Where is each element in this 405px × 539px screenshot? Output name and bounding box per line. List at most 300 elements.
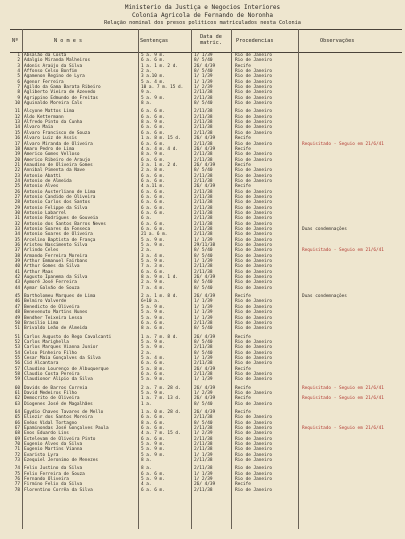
sentence: 6 a. 6 m. xyxy=(141,436,165,442)
row-number: 17 xyxy=(14,141,20,147)
origin: Rio de Janeiro xyxy=(235,221,273,227)
registration-date: 1/ 2/39 xyxy=(194,431,213,437)
prisoner-name: Augusto Ipanema da Silva xyxy=(24,275,88,281)
prisoner-name: Arcelino Baptista de França xyxy=(24,237,96,243)
registration-date: 2/11/38 xyxy=(194,178,213,184)
registration-date: 26/ 4/39 xyxy=(194,184,216,190)
registration-date: 2/11/38 xyxy=(194,216,213,222)
prisoner-name: Amaro Pedro de Lima xyxy=(24,146,75,152)
prisoner-name: Armando Ferreira Moreira xyxy=(24,253,88,259)
registration-date: 1/ 2/39 xyxy=(194,390,213,396)
registration-date: 1/ 1/39 xyxy=(194,74,213,80)
registration-date: 1/ 2/39 xyxy=(194,477,213,483)
sentence: 4 a. xyxy=(141,482,152,488)
prisoner-name: Claudio Costa Pereira xyxy=(24,371,80,377)
prisoner-name: Antonio Labarrel xyxy=(24,210,67,216)
registration-date: 8/ 5/40 xyxy=(194,420,213,426)
origin: Rio de Janeiro xyxy=(235,275,273,281)
col-header-sentence: Sentenças xyxy=(140,38,169,44)
prisoner-name: Annibal Pimenta da Nave xyxy=(24,168,85,174)
sentence: 2 a. 9 m. xyxy=(141,280,165,286)
registration-date: 2/11/38 xyxy=(194,109,213,115)
sentence: 2 a. xyxy=(141,69,152,75)
registration-date: 26/ 4/39 xyxy=(194,63,216,69)
sentence: 8 a. 9 m. 1 d. xyxy=(141,275,179,281)
sentence: 6 a. 6 m. xyxy=(141,269,165,275)
prisoner-name: Claudionor Alipio da Silva xyxy=(24,377,93,383)
prisoner-name: Enos Eduardo Lins xyxy=(24,431,69,437)
row-number: 69 xyxy=(14,436,20,442)
row-number: 30 xyxy=(14,210,20,216)
origin: Recife xyxy=(235,63,251,69)
row-number: 49 xyxy=(14,315,20,321)
sentence: 5 a. 9 m. xyxy=(141,377,165,383)
prisoner-name: Antonio Candido de Oliveira xyxy=(24,194,96,200)
sentence: 6 a. 6 m. xyxy=(141,426,165,432)
origin: Rio de Janeiro xyxy=(235,350,273,356)
registration-date: 8/ 5/40 xyxy=(194,253,213,259)
row-number: 22 xyxy=(14,168,20,174)
prisoner-name: Antonio Soares da Fonseca xyxy=(24,227,91,232)
prisoner-name: Brasilio Lima xyxy=(24,320,59,326)
prisoner-name: Eliezir dos Santos Moreira xyxy=(24,415,93,421)
sentence: 4 a.11 m. xyxy=(141,184,165,190)
registration-date: 26/ 4/39 xyxy=(194,385,216,391)
sentence: 6+10 a. xyxy=(141,299,160,305)
row-number: 51 xyxy=(14,326,20,332)
registration-date: 8/ 5/40 xyxy=(194,101,213,107)
registration-date: 2/11/38 xyxy=(194,415,213,421)
col-header-number: Nº xyxy=(12,38,19,44)
row-number: 16 xyxy=(14,136,20,142)
sentence: 1 a. 7 m. 8 d. xyxy=(141,334,179,340)
registration-date: 1/ 1/39 xyxy=(194,315,213,321)
row-number: 2 xyxy=(17,58,20,64)
prisoner-name: Aldo Kettermann xyxy=(24,114,64,120)
registration-date: 1/ 1/39 xyxy=(194,452,213,458)
prisoner-name: Alvaro Miranda de Oliveira xyxy=(24,141,93,147)
row-number: 10 xyxy=(14,101,20,107)
origin: Recife xyxy=(235,162,251,168)
origin: Rio de Janeiro xyxy=(235,299,273,305)
row-number: 25 xyxy=(14,184,20,190)
sentence: 6 a. 6 m. xyxy=(141,141,165,147)
row-number: 3 xyxy=(17,63,20,69)
sentence: 6 a. 6 m. xyxy=(141,125,165,131)
prisoner-name: David Medeiros Filho xyxy=(24,390,77,396)
row-number: 23 xyxy=(14,173,20,179)
observation: Requisitado - Seguio em 21/6/41 xyxy=(302,426,384,432)
prisoner-name: Antonio Carlos dos Santos xyxy=(24,200,91,206)
observation: Requisitado - Seguio em 21/6/41 xyxy=(302,396,384,402)
origin: Rio de Janeiro xyxy=(235,477,273,483)
registration-date: 26/ 4/39 xyxy=(194,366,216,372)
registration-date: 2/11/38 xyxy=(194,125,213,131)
row-number: 53 xyxy=(14,345,20,351)
row-number: 63 xyxy=(14,401,20,407)
origin: Rio de Janeiro xyxy=(235,194,273,200)
col-header-notes: Observações xyxy=(320,38,355,44)
prisoner-name: Epaminondas José Gonçalves Paula xyxy=(24,426,109,432)
origin: Recife xyxy=(235,334,251,340)
row-number: 58 xyxy=(14,371,20,377)
origin: Recife xyxy=(235,146,251,152)
sentence: 5 a. 9 m. xyxy=(141,345,165,351)
registration-date: 26/ 4/39 xyxy=(194,146,216,152)
registration-date: 2/11/38 xyxy=(194,458,213,464)
prisoner-name: Evaristo Lyra xyxy=(24,452,59,458)
list-title: Relação nominal dos presos politicos matriculados nesta Colonia xyxy=(104,20,301,26)
letter-group xyxy=(10,109,402,291)
origin: Rio de Janeiro xyxy=(235,466,273,472)
registration-date: 1/ 1/39 xyxy=(194,53,213,58)
prisoner-name: Antonio Rodrigues de Gouveia xyxy=(24,216,99,222)
registration-date: 2/11/38 xyxy=(194,264,213,270)
sentence: 6 a. 6 m. xyxy=(141,210,165,216)
origin: Rio de Janeiro xyxy=(235,315,273,321)
registration-date: 2/11/38 xyxy=(194,114,213,120)
row-number: 38 xyxy=(14,253,20,259)
sentence: 5 a. 9 m. xyxy=(141,53,165,58)
origin: Rio de Janeiro xyxy=(235,210,273,216)
origin: Rio de Janeiro xyxy=(235,237,273,243)
table-row xyxy=(10,326,402,331)
registration-date: 2/11/38 xyxy=(194,130,213,136)
sentence: 6 a. 6 m. xyxy=(141,58,165,64)
origin: Rio de Janeiro xyxy=(235,168,273,174)
origin: Rio de Janeiro xyxy=(235,310,273,316)
prisoner-name: Davids de Barros Correia xyxy=(24,385,88,391)
sentence: 6 a. 6 m. xyxy=(141,415,165,421)
origin: Rio de Janeiro xyxy=(235,320,273,326)
prisoner-name: Arlindo Celes xyxy=(24,248,59,254)
sentence: 8 a. xyxy=(141,458,152,464)
sentence: 5 a. 9 m. xyxy=(141,390,165,396)
table-row xyxy=(10,488,402,493)
registration-date: 29/11/38 xyxy=(194,243,216,249)
observation: Requisitado - Seguio em 21/6/41 xyxy=(302,248,384,254)
row-number: 65 xyxy=(14,415,20,421)
registration-date: 8/ 5/40 xyxy=(194,401,213,407)
letter-group xyxy=(10,410,402,463)
registration-date: 1/ 1/39 xyxy=(194,259,213,265)
observation: Requisitado - Seguio em 21/6/41 xyxy=(302,141,384,147)
row-number: 7 xyxy=(17,85,20,91)
sentence: 8 a. 6 m. xyxy=(141,326,165,332)
sentence: 5 a. 9 m. xyxy=(141,95,165,101)
prisoner-name: Antonio de Almeida xyxy=(24,178,72,184)
row-number: 28 xyxy=(14,200,20,206)
prisoner-name: Diogenes José de Magalhães xyxy=(24,401,93,407)
sentence: 4 a. 7 m. 15 d. xyxy=(141,431,181,437)
registration-date: 8/ 5/40 xyxy=(194,339,213,345)
prisoner-name: Celso Pinheiro Filho xyxy=(24,350,77,356)
sentence: 6 a. 6 m. xyxy=(141,157,165,163)
registration-date: 2/11/38 xyxy=(194,232,213,238)
row-number: 6 xyxy=(17,79,20,85)
origin: Rio de Janeiro xyxy=(235,130,273,136)
registration-date: 2/11/38 xyxy=(194,90,213,96)
registration-date: 8/ 5/40 xyxy=(194,285,213,291)
row-number: 36 xyxy=(14,243,20,249)
prisoner-name: Felix Ferreira de Souza xyxy=(24,471,85,477)
row-number: 66 xyxy=(14,420,20,426)
prisoner-name: Democrito de Oliveira xyxy=(24,396,80,402)
observation: Requisitado - Seguio em 21/6/41 xyxy=(302,385,384,391)
sentence: 7 a. 4 m. xyxy=(141,285,165,291)
registration-date: 26/ 4/39 xyxy=(194,334,216,340)
origin: Rio de Janeiro xyxy=(235,390,273,396)
origin: Rio de Janeiro xyxy=(235,157,273,163)
registration-date: 1/ 1/39 xyxy=(194,355,213,361)
prisoner-name: Estelevam de Oliveira Pinto xyxy=(24,436,96,442)
origin: Rio de Janeiro xyxy=(235,259,273,265)
origin: Rio de Janeiro xyxy=(235,205,273,211)
row-number: 72 xyxy=(14,452,20,458)
origin: Recife xyxy=(235,396,251,402)
sentence: 5 a. 9 m. xyxy=(141,304,165,310)
origin: Rio de Janeiro xyxy=(235,452,273,458)
prisoner-name: Agliberto Vieira de Azevedo xyxy=(24,90,96,96)
registration-date: 8/ 5/40 xyxy=(194,168,213,174)
prisoner-name: Belmiro Valverde xyxy=(24,299,67,305)
row-number: 44 xyxy=(14,285,20,291)
sentence: 1 a. 1 m. 2 d. xyxy=(141,63,179,69)
prisoner-name: Egydio Chaves Tavares de Mello xyxy=(24,410,104,415)
prisoner-name: Antonio Abatti xyxy=(24,173,62,179)
row-number: 77 xyxy=(14,482,20,488)
origin: Rio de Janeiro xyxy=(235,442,273,448)
row-number: 9 xyxy=(17,95,20,101)
prisoner-name: Enéas Vidal Tortagno xyxy=(24,420,77,426)
table-row xyxy=(10,101,402,106)
sentence: 6 a. 6 m. xyxy=(141,200,165,206)
row-number: 32 xyxy=(14,221,20,227)
prisoner-name: Aguinaldo Moreira Cals xyxy=(24,101,83,107)
row-number: 19 xyxy=(14,152,20,158)
row-number: 34 xyxy=(14,232,20,238)
origin: Rio de Janeiro xyxy=(235,90,273,96)
prisoner-name: Agenor Ferreira xyxy=(24,79,64,85)
registration-date: 2/11/38 xyxy=(194,189,213,195)
row-number: 75 xyxy=(14,471,20,477)
sentence: 1 a. 7 m. 13 d. xyxy=(141,396,181,402)
prisoner-list xyxy=(10,53,402,496)
origin: Rio de Janeiro xyxy=(235,125,273,131)
row-number: 62 xyxy=(14,396,20,402)
row-number: 51 xyxy=(14,334,20,340)
registration-date: 2/11/38 xyxy=(194,95,213,101)
prisoner-name: Arthur Emmanuel Fairbans xyxy=(24,259,88,265)
origin: Rio de Janeiro xyxy=(235,243,273,249)
prisoner-name: Eugenio Alves da Silva xyxy=(24,442,83,448)
prisoner-name: Aymar Galvão de Souza xyxy=(24,285,80,291)
sentence: 21 a. 6 m. xyxy=(141,232,168,238)
registration-date: 2/11/38 xyxy=(194,152,213,158)
sentence: 6 a. 6 m. xyxy=(141,189,165,195)
sentence: 6 a. 6 m. xyxy=(141,178,165,184)
sentence: 6 a. 6 m. xyxy=(141,114,165,120)
origin: Rio de Janeiro xyxy=(235,178,273,184)
row-number: 71 xyxy=(14,447,20,453)
origin: Recife xyxy=(235,410,251,415)
row-number: 64 xyxy=(14,410,20,415)
row-number: 42 xyxy=(14,275,20,281)
registration-date: 2/11/38 xyxy=(194,173,213,179)
row-number: 13 xyxy=(14,120,20,126)
registration-date: 8/ 5/40 xyxy=(194,326,213,332)
origin: Rio de Janeiro xyxy=(235,280,273,286)
prisoner-name: Adalgio Miranda Malheiros xyxy=(24,58,91,64)
colony-title: Colonia Agricola de Fernando de Noronha xyxy=(132,12,273,19)
sentence: 2 a. xyxy=(141,350,152,356)
row-number: 55 xyxy=(14,355,20,361)
registration-date: 2/11/38 xyxy=(194,194,213,200)
prisoner-name: Ezequiel Jeronimo de Menezes xyxy=(24,458,99,464)
sentence: 1 a. 8 m. 15 d. xyxy=(141,136,181,142)
registration-date: 1/ 1/39 xyxy=(194,377,213,383)
sentence: 6 a. xyxy=(141,216,152,222)
sentence: 5 a. 9 m. xyxy=(141,447,165,453)
sentence: 3 a. 4 m. xyxy=(141,253,165,259)
origin: Rio de Janeiro xyxy=(235,285,273,291)
row-number: 57 xyxy=(14,366,20,372)
prisoner-name: Cid Alcantara xyxy=(24,361,59,367)
prisoner-name: Agrippino Edmundo de Freitas xyxy=(24,95,99,101)
origin: Rio de Janeiro xyxy=(235,101,273,107)
registration-date: 2/11/38 xyxy=(194,436,213,442)
sentence: 2 a. 7 m. 28 d. xyxy=(141,385,181,391)
sentence: 8 a. 6 m. xyxy=(141,420,165,426)
origin: Rio de Janeiro xyxy=(235,415,273,421)
row-number: 50 xyxy=(14,320,20,326)
observation: Duas condemnações xyxy=(302,294,347,300)
registration-date: 2/11/38 xyxy=(194,442,213,448)
prisoner-name: Aristeu Nascimento Silva xyxy=(24,243,88,249)
sentence: 7 a. 3 m. xyxy=(141,264,165,270)
origin: Rio de Janeiro xyxy=(235,426,273,432)
origin: Rio de Janeiro xyxy=(235,431,273,437)
sentence: 6 a. 6 m. xyxy=(141,173,165,179)
origin: Rio de Janeiro xyxy=(235,58,273,64)
row-number: 39 xyxy=(14,259,20,265)
letter-group xyxy=(10,294,402,331)
registration-date: 1/ 1/39 xyxy=(194,471,213,477)
prisoner-name: Americo Ribeiro de Araujo xyxy=(24,157,91,163)
col-header-date: Data de matric. xyxy=(200,34,222,46)
registration-date: 1/ 1/39 xyxy=(194,237,213,243)
origin: Recife xyxy=(235,184,251,190)
row-number: 21 xyxy=(14,162,20,168)
origin: Rio de Janeiro xyxy=(235,355,273,361)
row-number: 5 xyxy=(17,74,20,80)
row-number: 61 xyxy=(14,390,20,396)
sentence: 8 a. 9 m. xyxy=(141,120,165,126)
registration-date: 26/ 4/39 xyxy=(194,482,216,488)
prisoner-name: Carlos Marighella xyxy=(24,339,69,345)
registration-date: 8/ 5/40 xyxy=(194,280,213,286)
origin: Rio de Janeiro xyxy=(235,371,273,377)
row-number: 70 xyxy=(14,442,20,448)
row-number: 76 xyxy=(14,477,20,483)
registration-date: 26/ 4/39 xyxy=(194,294,216,300)
origin: Rio de Janeiro xyxy=(235,114,273,120)
origin: Rio de Janeiro xyxy=(235,79,273,85)
row-number: 8 xyxy=(17,90,20,96)
sentence: 2 a. 8 m. xyxy=(141,168,165,174)
registration-date: 2/11/38 xyxy=(194,371,213,377)
sentence: 5 a. 9 m. xyxy=(141,243,165,249)
origin: Rio de Janeiro xyxy=(235,173,273,179)
observation: Duas condemnações xyxy=(302,227,347,232)
registration-date: 2/11/38 xyxy=(194,221,213,227)
prisoner-name: Americo Gomes Velloso xyxy=(24,152,80,158)
origin: Rio de Janeiro xyxy=(235,120,273,126)
sentence: 6 a. 6 m. xyxy=(141,487,165,493)
registration-date: 2/11/38 xyxy=(194,227,213,232)
origin: Rio de Janeiro xyxy=(235,189,273,195)
origin: Rio de Janeiro xyxy=(235,361,273,367)
registration-date: 2/11/38 xyxy=(194,210,213,216)
origin: Rio de Janeiro xyxy=(235,53,273,58)
origin: Rio de Janeiro xyxy=(235,232,273,238)
registration-date: 1/ 1/39 xyxy=(194,79,213,85)
sentence: 5 a. 9 m. xyxy=(141,315,165,321)
origin: Rio de Janeiro xyxy=(235,200,273,206)
row-number: 59 xyxy=(14,377,20,383)
registration-date: 8/ 5/40 xyxy=(194,58,213,64)
origin: Rio de Janeiro xyxy=(235,216,273,222)
row-number: 74 xyxy=(14,466,20,472)
sentence: 10 a. 7 m. 15 d. xyxy=(141,85,184,91)
row-number: 60 xyxy=(14,385,20,391)
sentence: 1 a. xyxy=(141,401,152,407)
origin: Recife xyxy=(235,136,251,142)
prisoner-name: Eugenio Martins Vianna xyxy=(24,447,83,453)
origin: Rio de Janeiro xyxy=(235,420,273,426)
sentence: 3 a. 1 m. 2 d. xyxy=(141,162,179,168)
sentence: 5 a. 9 m. xyxy=(141,310,165,316)
origin: Rio de Janeiro xyxy=(235,95,273,101)
origin: Rio de Janeiro xyxy=(235,345,273,351)
registration-date: 2/11/38 xyxy=(194,141,213,147)
prisoner-name: Agamenon Regino de Lyra xyxy=(24,74,85,80)
sentence: 6 a. 6 m. xyxy=(141,221,165,227)
row-number: 78 xyxy=(14,487,20,493)
registration-date: 26/ 4/39 xyxy=(194,162,216,168)
origin: Rio de Janeiro xyxy=(235,152,273,158)
registration-date: 26/ 4/39 xyxy=(194,396,216,402)
row-number: 46 xyxy=(14,299,20,305)
row-number: 68 xyxy=(14,431,20,437)
registration-date: 2/11/38 xyxy=(194,120,213,126)
row-number: 14 xyxy=(14,125,20,131)
sentence: 8 a. 9 m. xyxy=(141,152,165,158)
sentence: 6 a. 6 m. xyxy=(141,320,165,326)
registration-date: 2/11/38 xyxy=(194,205,213,211)
sentence: 2 a. 1 m. 8 d. xyxy=(141,294,179,300)
registration-date: 2/11/38 xyxy=(194,157,213,163)
col-header-name: N o m e s xyxy=(54,38,83,44)
row-number: 24 xyxy=(14,178,20,184)
origin: Rio de Janeiro xyxy=(235,264,273,270)
sentence: 5 a. 9 m. xyxy=(141,237,165,243)
prisoner-name: Alfredo Pinto da Cunha xyxy=(24,120,83,126)
origin: Rio de Janeiro xyxy=(235,248,273,254)
origin: Recife xyxy=(235,366,251,372)
row-number: 15 xyxy=(14,130,20,136)
origin: Rio de Janeiro xyxy=(235,109,273,115)
